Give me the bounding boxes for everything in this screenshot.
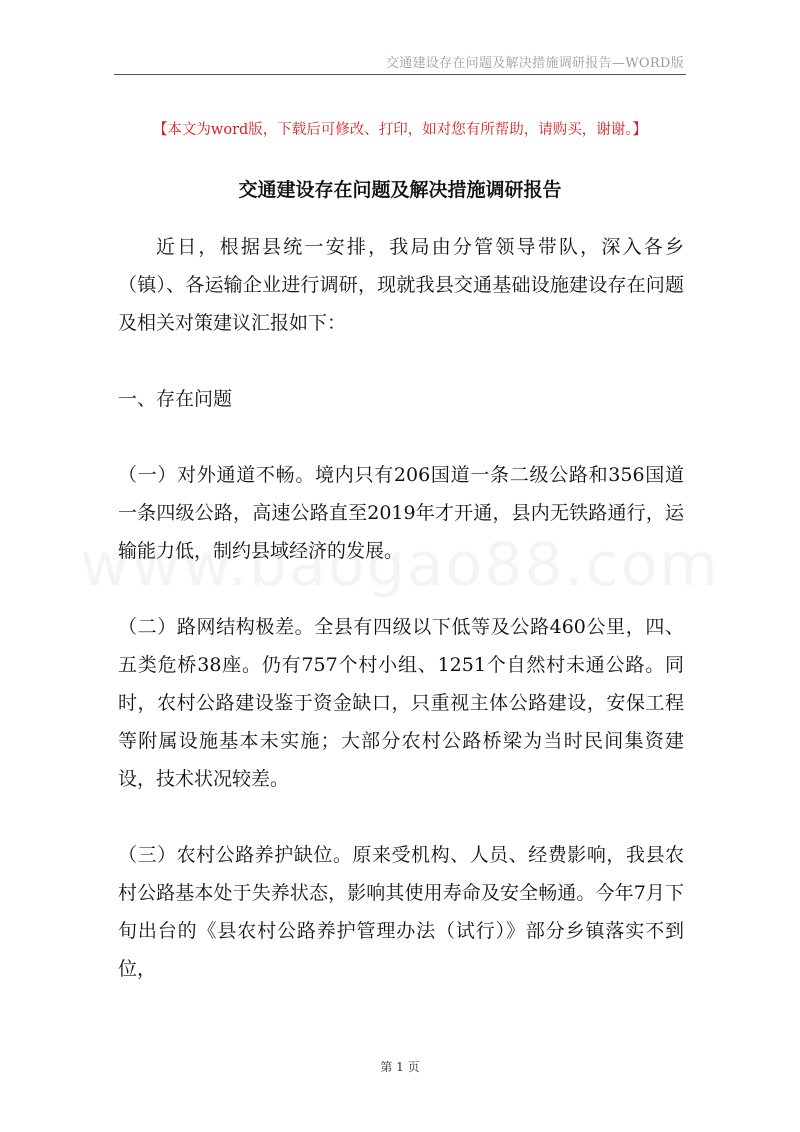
issue-paragraph-2: （二）路网结构极差。全县有四级以下低等及公路460公里，四、五类危桥38座。仍有757个村小组、1251个自然村未通公路。同时，农村公路建设鉴于资金缺口，只重视主体公路建设，安保工程等附属设施基本未实施；大部分农村公路桥梁为当时民间集资建设，技术状况较差。 <box>118 616 684 790</box>
intro-paragraph: 近日，根据县统一安排，我局由分管领导带队，深入各乡（镇）、各运输企业进行调研，现就我县交通基础设施建设存在问题及相关对策建议汇报如下： <box>118 236 684 334</box>
issue-paragraph-1: （一）对外通道不畅。境内只有206国道一条二级公路和356国道一条四级公路，高速公路直至2019年才开通，县内无铁路通行，运输能力低，制约县域经济的发展。 <box>118 464 684 562</box>
header-divider <box>114 74 686 75</box>
running-header: 交通建设存在问题及解决措施调研报告—WORD版 <box>385 56 684 71</box>
spacer <box>118 570 684 608</box>
issue-paragraph-3: （三）农村公路养护缺位。原来受机构、人员、经费影响，我县农村公路基本处于失养状态，影响其使用寿命及安全畅通。今年7月下旬出台的《县农村公路养护管理办法（试行）》部分乡镇落实不到位， <box>118 844 684 980</box>
spacer <box>118 798 684 836</box>
spacer <box>118 342 684 380</box>
page-number: 第 1 页 <box>380 1060 420 1074</box>
section-heading: 一、存在问题 <box>118 388 233 410</box>
document-title: 交通建设存在问题及解决措施调研报告 <box>238 179 562 201</box>
document-body <box>118 228 684 988</box>
purchase-notice: 【本文为word版，下载后可修改、打印，如对您有所帮助，请购买，谢谢。】 <box>152 122 648 138</box>
spacer <box>118 418 684 456</box>
